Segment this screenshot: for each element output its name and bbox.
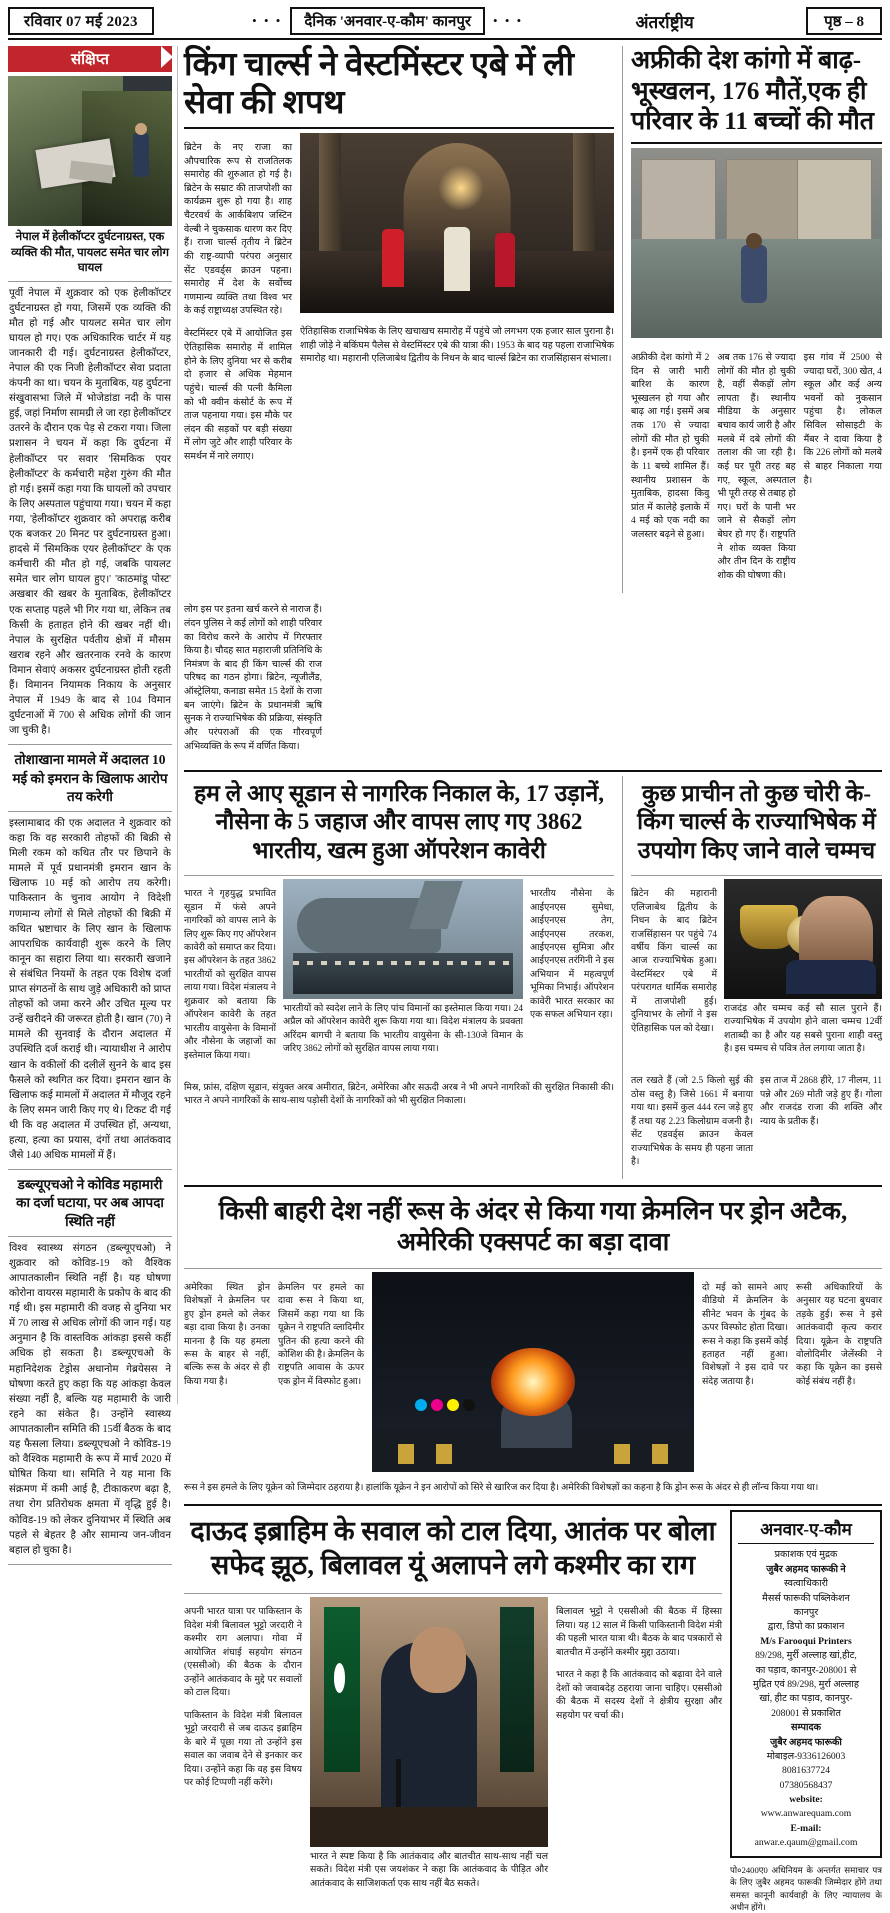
masthead: [8, 6, 882, 40]
kremlin-col4: दो मई को सामने आए वीडियो में क्रेमलिन के सीनेट भवन के गुंबद के ऊपर विस्फोट होता दिखा। रूस ने कहा कि इसमें कोई हताहत नहीं हुआ। विशेषज्ञों ने इस दावे पर संदेह जताया है।: [702, 1282, 788, 1387]
brief-story-nepal: पूर्वी नेपाल में शुक्रवार को एक हेलीकॉप्टर दुर्घटनाग्रस्त हो गया, जिसमें एक व्यक्ति की मौत हो गई और पायलट समेत चार लोग घायल हो गए। एक अधिकारिक चार्टर में यह जानकारी दी गई। दुर्घटनाग्रस्त हेलीकॉप्टर, नेपाल की एक निजी हेलीकॉप्टर सेवा प्रदाता कंपनी का था। चयन के मुताबिक, यह दुर्घटना संखुवासभा जिले में भोजेडांडा नदी के पास हुई, जहां निर्माण सामग्री ले जा रहा हेलीकॉप्टर उतरने के दौरान एक पेड़ से टकरा गया। जिला प्रशासन ने चयन में कहा कि दुर्घटना में हेलीकॉप्टर पर सवार 'सिमकिक एयर हेलीकॉप्टर' के कर्मचारी महेश गुरुंग की मौत हो गई। इसमें कहा गया कि घायलों को उपचार के लिए अस्पताल पहुंचाया गया। चयन में कहा गया, 'हेलीकॉप्टर शुक्रवार को अपराह्न करीब एक बजकर 20 मिनट पर दुर्घटनाग्रस्त हुआ। हादसे में 'सिमकिक एयर हेलीकॉप्टर' के एक कर्मचारी की मौत हो गई, जबकि पायलट समेत चार लोग घायल हुए।' 'काठमांडू पोस्ट' अखबार की खबर के मुताबिक, हेलीकॉप्टर एक सप्ताह पहले भी गिर गया था, लेकिन तब किसी के हताहत होने की खबर नहीं थी। नेपाल के सुरक्षित पर्वतीय क्षेत्रों में मौसम खराब रहने और खतरनाक रनवे के कारण विमान सेवाएं अकसर दुर्घटनाग्रस्त होती रहती हैं। विमानन नियामक निकाय के अनुसार नेपाल में 1949 के बाद से 104 विमान दुर्घटनाओं में 700 से अधिक लोगों की जान जा चुकी है।: [8, 282, 172, 746]
imprint-l0: प्रकाशक एवं मुद्रक: [774, 1549, 838, 1561]
imprint-l16: 07380568437: [779, 1779, 833, 1791]
imprint-l17: website:: [789, 1794, 823, 1806]
charles-col1: ब्रिटेन के नए राजा का औपचारिक रूप से राजतिलक समारोह की शुरुआत हो गई है। ब्रिटेन के सम्राट की ताजपोशी का कार्यक्रम शुरू हो गया है। शाह चैटरवर्थ के आर्कबिशप जस्टिन वेल्बी ने चुकसाक धारण कर दिए हैं। राजा चार्ल्स तृतीय ने ब्रिटेन की राष्ट्र-व्यापी परंपरा अनुसार सेंट एडवर्ड्स क्राउन पहना। समारोह में देश के सर्वोच्च गणमान्य व्यक्ति तथा विश्व भर के कई राष्ट्राध्यक्ष उपस्थित रहे।: [184, 142, 292, 317]
headline-bilawal: दाऊद इब्राहिम के सवाल को टाल दिया, आतंक पर बोला सफेद झूठ, बिलावल यूं अलापने लगे कश्मीर का राग: [190, 1516, 716, 1581]
kremlin-col2: क्रेमलिन पर हमले का दावा रूस ने किया था, जिसमें कहा गया था कि यूक्रेन ने राष्ट्रपति व्लादिमीर पुतिन की हत्या करने की कोशिश की है। क्रेमलिन के राष्ट्रपति आवास के ऊपर एक ड्रोन में विस्फोट हुआ।: [278, 1282, 364, 1387]
sudan-col2: भारतीयों को स्वदेश लाने के लिए पांच विमानों का इस्तेमाल किया गया। 24 अप्रैल को ऑपरेशन कावेरी शुरू किया गया था। विदेश मंत्रालय के प्रवक्ता अरिंदम बागची ने बताया कि भारतीय वायुसेना के सी-130जे विमान के जरिए 3862 लोगों को सुरक्षित वापस लाया गया।: [283, 1003, 523, 1055]
brief-column-header: संक्षिप्त: [8, 46, 172, 72]
brief-headline-who: डब्ल्यूएचओ ने कोविड महामारी का दर्जा घटाया, पर अब आपदा स्थिति नहीं: [8, 1170, 172, 1237]
decorative-dots-right: • • •: [493, 13, 524, 28]
imprint-l12: सम्पादक: [791, 1722, 821, 1734]
helicopter-crash-photo: [8, 76, 172, 226]
imprint-l1: जुबैर अहमद फारूकी ने: [766, 1563, 846, 1575]
sudan-col1: भारत ने गृहयुद्ध प्रभावित सूडान में फंसे अपने नागरिकों को वापस लाने के लिए शुरू किए गए ऑपरेशन कावेरी को समाप्त कर दिया। इस ऑपरेशन के तहत 3862 भारतीयों को सुरक्षित वापस लाया गया। विदेश मंत्रालय ने शुक्रवार को बताया कि ऑपरेशन कावेरी के तहत भारतीय वायुसेना के विमानों और नौसेना के जहाजों का इस्तेमाल किया गया।: [184, 889, 276, 1061]
westminster-abbey-photo: [300, 133, 614, 313]
headline-king-charles: किंग चार्ल्स ने वेस्टमिंस्टर एबे में ली सेवा की शपथ: [184, 47, 574, 122]
charles-col4: लोग इस पर इतना खर्च करने से नाराज हैं। लंदन पुलिस ने कई लोगों को शाही परिवार का विरोध करने के आरोप में गिरफ्तार किया है। चौदह सात महाराजी प्रतिनिधि के निमंत्रण के बाद ही किंग चार्ल्स की राज परिषद का गठन होगा। ब्रिटेन, न्यूजीलैंड, ऑस्ट्रेलिया, कनाडा समेत 15 देशों के राजा बन जाएंगे। ब्रिटेन के प्रधानमंत्री ऋषि सुनक ने राज्याभिषेक की प्रक्रिया, संस्कृति और परंपराओं की एक गौरवपूर्ण अभिव्यक्ति के रूप में वर्णित किया।: [184, 605, 322, 752]
imprint-title: अनवार-ए-कौम: [738, 1517, 874, 1544]
sidebar-brief-column: [8, 46, 178, 1556]
headline-congo-flood: अफ्रीकी देश कांगो में बाढ़-भूस्खलन, 176 मौतें,एक ही परिवार के 11 बच्चों की मौत: [631, 47, 874, 135]
article-bilawal: [184, 1510, 722, 1913]
article-king-charles: [184, 46, 614, 593]
imprint-l13: जुबैर अहमद फारूकी: [770, 1736, 842, 1748]
page-body: [8, 46, 882, 1912]
helicopter-crash-caption: नेपाल में हेलीकॉप्टर दुर्घटनाग्रस्त, एक व्यक्ति की मौत, पायलट समेत चार लोग घायल: [8, 226, 172, 282]
congo-col3: इस गांव में 2500 से ज्यादा घरों, 300 खेत, 4 स्कूल और कई अन्य भवनों को नुकसान पहुंचा है। लोकल सिविल सोसाइटी के मैंबर ने दावा किया है कि 226 लोगों को मलबे से बाहर निकाला गया है।: [803, 352, 882, 486]
spoons-col4: इस ताज में 2868 हीरे, 17 नीलम, 11 पन्ने और 269 मोती जड़े हुए हैं। गोला और राजदंड राजा की शक्ति और न्याय के प्रतीक हैं।: [760, 1076, 882, 1127]
bilawal-col5: भारत ने कहा है कि आतंकवाद को बढ़ावा देने वाले देशों को जवाबदेह ठहराया जाना चाहिए। एससीओ की बैठक में सदस्य देशों ने क्षेत्रीय सुरक्षा और सहयोग पर चर्चा की।: [556, 1670, 722, 1721]
section-title: अंतर्राष्ट्रीय: [635, 12, 694, 32]
bilawal-photo: [310, 1597, 548, 1847]
congo-col2: अब तक 176 से ज्यादा लोगों की मौत हो चुकी है, वहीं सैकड़ों लोग लापता हैं। स्थानीय मीडिया के अनुसार बचाव कार्य जारी है और मलबे में दबे लोगों की तलाश की जा रही है। कई घर पूरी तरह बह गए, स्कूल, अस्पताल भी पूरी तरह से तबाह हो गए। घरों के पानी भर जाने से सैकड़ों लोग बेघर हो गए हैं। राष्ट्रपति ने शोक व्यक्त किया और तीन दिन के राष्ट्रीय शोक की घोषणा की।: [717, 352, 796, 581]
imprint-l3: मैसर्स फारूकी पब्लिकेशन: [762, 1592, 850, 1604]
brief-story-toshakhana: इस्लामाबाद की एक अदालत ने शुक्रवार को कहा कि वह सरकारी तोहफों की बिक्री से मिली रकम को कथित तौर पर छिपाने के मामले में पूर्व प्रधानमंत्री इमरान खान के खिलाफ 10 मई को आरोप तय करेगी। पाकिस्तान के चुनाव आयोग ने विदेशी गणमान्य लोगों से मिले तोहफों की बिक्री में कथित भ्रष्टाचार के लिए खान के खिलाफ आपराधिक कार्यवाही शुरू करने के लिए कानून का सहारा लिया था। सरकारी खजाने से संबंधित नियमों के तहत एक विशेष दर्जा प्राप्त संगठनों के साथ जुड़े अधिकारी को प्राप्त तोहफों को जमा करने और उचित मूल्य पर उन्हें खरीदने की जरूरत होती है। खान (70) ने मामले की सुनवाई के दौरान अदालत में उपस्थिति दर्ज कराई थी। न्यायाधीश ने आरोप खान के वकीलों की दलीलें सुनने के बाद इस फैसले को स्थगित कर दिया। इमरान खान के खिलाफ कई मामलों में अदालत में मौजूद रहने के लिए समन जारी किए गए थे। टिकट दी गई थी कि वह अदालत में उपस्थित हों, अन्यथा, हत्या, हत्या का प्रयास, दंगों तथा आतंकवाद जैसे 140 अधिक मामलों में हैं।: [8, 812, 172, 1170]
imprint-l6: M/s Farooqui Printers: [760, 1635, 852, 1647]
imprint-l8: का पड़ाव, कानपुर-208001 से: [755, 1664, 857, 1676]
imprint-footnote: पो०2400ए0 अधिनियम के अन्तर्गत समाचार पत्र के लिए जुबैर अहमद फारूकी जिम्मेदार होंगे तथा समस्त कानूनी कार्यवाही के लिए न्यायालय के अधीन होंगे।: [730, 1864, 882, 1912]
bilawal-col2: पाकिस्तान के विदेश मंत्री बिलावल भुट्टो जरदारी से जब दाऊद इब्राहिम के बारे में पूछा गया तो उन्होंने इस सवाल का जवाब देने से इनकार कर दिया। उन्होंने कहा कि वह इस विषय पर कोई टिप्पणी नहीं करेंगे।: [184, 1710, 302, 1789]
spoons-col2: राजदंड और चम्मच कई सौ साल पुराने हैं। राज्याभिषेक में उपयोग होने वाला चम्मच 12वीं शताब्दी का है और यह सबसे पुराना शाही वस्तु है। इस चम्मच से पवित्र तेल लगाया जाता है।: [724, 1003, 882, 1055]
top-section: [184, 46, 882, 593]
kremlin-col5: रूसी अधिकारियों के अनुसार यह घटना बुधवार तड़के हुई। रूस ने इसे आतंकवादी कृत्य करार दिया। यूक्रेन के राष्ट्रपति वोलोदिमीर जेलेंस्की ने कहा कि यूक्रेन का इससे कोई संबंध नहीं है।: [796, 1282, 882, 1387]
decorative-dots-left: • • •: [252, 13, 283, 28]
publication-date: रविवार 07 मई 2023: [8, 7, 154, 35]
print-registration-marks: [415, 1399, 475, 1411]
kremlin-col3: रूस ने इस हमले के लिए यूक्रेन को जिम्मेदार ठहराया है। हालांकि यूक्रेन ने इन आरोपों को सिरे से खारिज कर दिया है। अमेरिकी विशेषज्ञों का कहना है कि ड्रोन रूस के अंदर से ही लॉन्च किया गया था।: [184, 1482, 819, 1493]
article-congo-flood: [622, 46, 882, 593]
bottom-section: [184, 1504, 882, 1913]
article-sudan-operation: [184, 776, 614, 1179]
imprint-website[interactable]: www.anwarequam.com: [760, 1808, 852, 1820]
spoons-col3: तल रखते हैं (जो 2.5 किलो सुई की ठोस वस्तु है) जिसे 1661 में बनाया गया था। इसमें कुल 444 रत्न जड़े हुए हैं तथा यह 2.23 किलोग्राम वजनी है। सेंट एडवर्ड्स क्राउन केवल राज्याभिषेक के समय ही पहना जाता है।: [631, 1076, 753, 1168]
imprint-panel: [730, 1510, 882, 1913]
kremlin-explosion-photo: [372, 1272, 694, 1472]
sudan-col3: भारतीय नौसेना के आईएनएस सुमेधा, आईएनएस तेग, आईएनएस तरकश, आईएनएस सुमित्रा और आईएनएस तरंगिनी ने इस अभियान में महत्वपूर्ण भूमिका निभाई। ऑपरेशन कावेरी भारत सरकार का एक सफल अभियान रहा।: [530, 889, 614, 1021]
imprint-l9: मुद्रित एवं 89/298, मुर्रा अल्लाह: [753, 1678, 859, 1690]
imprint-l4: कानपुर: [793, 1606, 819, 1618]
bilawal-col1: अपनी भारत यात्रा पर पाकिस्तान के विदेश मंत्री बिलावल भुट्टो जरदारी ने कश्मीर राग अलापा। गोवा में आयोजित शंघाई सहयोग संगठन (एससीओ) की बैठक के दौरान उन्होंने आतंकवाद के मुद्दे पर सवालों को टाल दिया।: [184, 1607, 302, 1699]
congo-flood-photo: [631, 148, 882, 338]
charles-col2: वेस्टमिंस्टर एबे में आयोजित इस ऐतिहासिक समारोह में शामिल होने के लिए दुनिया भर से करीब दो हजार से अधिक मेहमान पहुंचे। चार्ल्स की पत्नी कैमिला को भी क्वीन कंसोर्ट के रूप में ताज पहनाया गया। इस मौके पर लंदन की सड़कों पर बड़ी संख्या में लोग जुटे और शाही परिवार के समर्थन में नारे लगाए।: [184, 329, 292, 463]
imprint-l14: मोबाइल-9336126003: [766, 1750, 846, 1762]
spoons-col1: ब्रिटेन की महारानी एलिजाबेथ द्वितीय के निधन के बाद ब्रिटेन राजसिंहासन पर पहुंचे 74 वर्षीय किंग चार्ल्स का आज राज्याभिषेक हुआ। वेस्टमिंस्टर एबे में परंपरागत धार्मिक समारोह में ताजपोशी हुई। दुनियाभर के लोगों ने इस ऐतिहासिक पल को देखा।: [631, 889, 717, 1034]
headline-operation-kaveri: हम ले आए सूडान से नागरिक निकाल के, 17 उड़ानें, नौसेना के 5 जहाज और वापस लाए गए 3862 भारतीय, खत्म हुआ ऑपरेशन कावेरी: [193, 780, 605, 864]
main-content: [184, 46, 882, 1912]
imprint-email[interactable]: anwar.e.qaum@gmail.com: [754, 1837, 858, 1849]
mid-section: [184, 770, 882, 1179]
headline-coronation-spoons: कुछ प्राचीन तो कुछ चोरी के- किंग चार्ल्स के राज्याभिषेक में उपयोग किए जाने वाले चम्मच: [637, 780, 876, 864]
congo-col1: अफ्रीकी देश कांगो में 2 दिन से जारी भारी बारिश के कारण भूस्खलन हो गया और बाढ़ आ गई। इसमें अब तक 170 से ज्यादा लोगों की मौत हो चुकी है। इनमें एक ही परिवार के 11 बच्चे शामिल हैं। स्थानीय प्रशासन के मुताबिक, हादसा किवु प्रांत में कालेहे इलाके में 4 मई को एक नदी का जलस्तर बढ़ने से हुआ।: [631, 352, 710, 541]
charles-col3: ऐतिहासिक राजाभिषेक के लिए खचाखच समारोह में पहुंचे जो लगभग एक हजार साल पुराना है। शाही जोड़े ने बकिंघम पैलेस से वेस्टमिंस्टर एबे की यात्रा की। 1953 के बाद यह पहला राजाभिषेक समारोह था। महारानी एलिजाबेथ द्वितीय के निधन के बाद चार्ल्स ब्रिटेन का राजसिंहासन संभाला।: [300, 326, 614, 365]
imprint-l11: 208001 से प्रकाशित: [771, 1707, 841, 1719]
bilawal-col3: भारत ने स्पष्ट किया है कि आतंकवाद और बातचीत साथ-साथ नहीं चल सकते। विदेश मंत्री एस जयशंकर ने कहा कि आतंकवाद के पीड़ित और आतंकवाद के साजिशकर्ता एक साथ नहीं बैठ सकते।: [310, 1851, 548, 1889]
imprint-l5: द्वारा, डिपो का प्रकाशन: [767, 1621, 845, 1633]
imprint-l15: 8081637724: [782, 1765, 830, 1777]
imprint-l19: E-mail:: [790, 1822, 822, 1834]
imprint-l7: 89/298, मुर्री अल्लाह खां,हीट,: [755, 1650, 857, 1662]
page-number: पृष्ठ – 8: [806, 7, 882, 35]
royal-regalia-photo: [724, 879, 882, 999]
headline-kremlin-drone: किसी बाहरी देश नहीं रूस के अंदर से किया गया क्रेमलिन पर ड्रोन अटैक, अमेरिकी एक्सपर्ट का बड़ा दावा: [218, 1197, 848, 1257]
article-kremlin-drone: [184, 1185, 882, 1495]
imprint-l10: खां, हीट का पड़ाव, कानपुर-: [759, 1693, 853, 1705]
kremlin-col1: अमेरिका स्थित ड्रोन विशेषज्ञों ने क्रेमलिन पर हुए ड्रोन हमले को लेकर बड़ा दावा किया है। उनका मानना है कि यह हमला रूस के बाहर से नहीं, बल्कि रूस के अंदर से ही किया गया है।: [184, 1282, 270, 1387]
sudan-evacuation-photo: [283, 879, 523, 999]
imprint-l2: स्वत्वाधिकारी: [783, 1578, 829, 1590]
article-coronation-spoons: [622, 776, 882, 1179]
bilawal-col4: बिलावल भुट्टो ने एससीओ की बैठक में हिस्सा लिया। यह 12 साल में किसी पाकिस्तानी विदेश मंत्री की पहली भारत यात्रा थी। बैठक के बाद पत्रकारों से बातचीत में उन्होंने कश्मीर मुद्दा उठाया।: [556, 1607, 722, 1658]
brief-headline-toshakhana: तोशाखाना मामले में अदालत 10 मई को इमरान के खिलाफ आरोप तय करेगी: [8, 745, 172, 812]
sudan-col4: मिस्र, फ्रांस, दक्षिण सूडान, संयुक्त अरब अमीरात, ब्रिटेन, अमेरिका और सऊदी अरब ने भी अपने नागरिकों की सुरक्षित निकासी की। भारत ने अपने नागरिकों के साथ-साथ पड़ोसी देशों के नागरिकों को भी सुरक्षित निकाला।: [184, 1082, 614, 1107]
masthead-center: [252, 7, 523, 35]
brief-story-who: विश्व स्वास्थ्य संगठन (डब्ल्यूएचओ) ने शुक्रवार को कोविड-19 को वैश्विक आपातकालीन स्थिति नहीं है। यह घोषणा कोरोना वायरस महामारी के प्रकोप के बाद की गई थी। इस महामारी की वजह से दुनिया भर में 70 लाख से अधिक लोगों की जान गई। यह अनुमान है कि वास्तविक आंकड़ा इससे कहीं अधिक हो सकता है। डब्ल्यूएचओ के महानिदेशक टेड्रोस अधानोम गेब्रयेसस ने घोषणा करते हुए कहा कि यह आंकड़ा केवल संख्या नहीं है, बल्कि यह महामारी के जारी रहने का संकेत है। उन्होंने स्वास्थ्य आपातकालीन समिति की 15वीं बैठक के बाद यह फैसला लिया। डब्ल्यूएचओ ने कोविड-19 को वैश्विक महामारी के रूप में मार्च 2020 में घोषित किया था। समिति ने यह माना कि संक्रमण में कमी आई है, टीकाकरण बढ़ा है, तथा रोग प्रतिरोधक क्षमता में वृद्धि हुई है। कोविड-19 को लेकर दुनियाभर में स्थिति अब पहले से बेहतर है और सामान्य जन-जीवन बहाल हो चुका है।: [8, 1237, 172, 1565]
paper-title: दैनिक 'अनवार-ए-कौम' कानपुर: [290, 7, 485, 35]
